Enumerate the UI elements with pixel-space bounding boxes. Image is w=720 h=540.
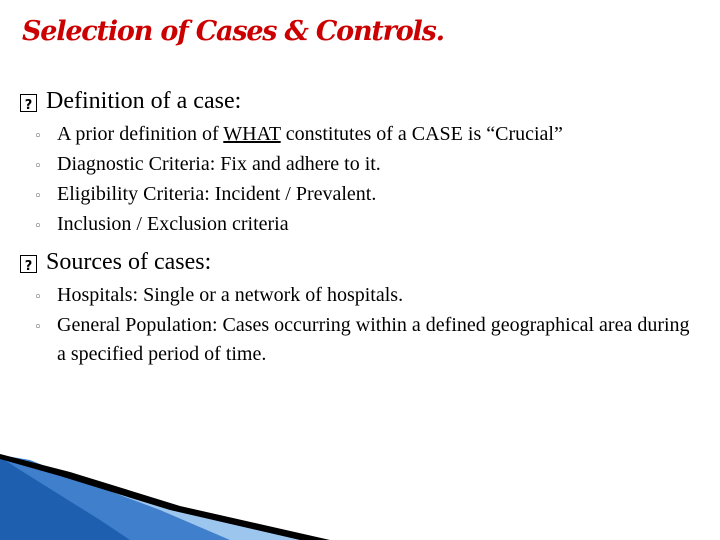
list-item bbox=[0, 180, 700, 209]
list-item-text: Diagnostic Criteria: Fix and adhere to it. bbox=[57, 153, 381, 175]
list-item-text-post: constitutes of a CASE is “Crucial” bbox=[280, 123, 563, 145]
sub-list bbox=[0, 281, 700, 369]
slide-title: Selection of Cases & Controls. bbox=[22, 16, 444, 47]
list-item bbox=[0, 210, 700, 239]
list-item-text-emphasis: WHAT bbox=[223, 123, 281, 145]
list-item bbox=[0, 150, 700, 179]
ring-bullet-icon: ◦ bbox=[34, 129, 42, 144]
section-heading bbox=[0, 247, 700, 277]
list-item-text: Inclusion / Exclusion criteria bbox=[57, 213, 289, 235]
list-item bbox=[0, 311, 697, 369]
section-heading bbox=[0, 86, 700, 116]
ring-bullet-icon: ◦ bbox=[34, 189, 42, 204]
section-sources-of-cases bbox=[0, 247, 700, 369]
box-bullet-icon bbox=[20, 255, 37, 273]
sub-list bbox=[0, 120, 700, 239]
list-item-text: Eligibility Criteria: Incident / Prevalent. bbox=[57, 183, 377, 205]
section-heading-text: Definition of a case: bbox=[46, 88, 242, 114]
list-item-text: Hospitals: Single or a network of hospitals. bbox=[57, 284, 404, 306]
list-item bbox=[0, 281, 700, 310]
decorative-swoosh bbox=[0, 440, 720, 540]
ring-bullet-icon: ◦ bbox=[34, 219, 42, 234]
list-item-text: General Population: Cases occurring within a defined geographical area during a specified period of time. bbox=[57, 314, 690, 365]
box-bullet-icon bbox=[20, 94, 37, 112]
section-case-definition bbox=[0, 86, 700, 239]
section-heading-text: Sources of cases: bbox=[46, 249, 212, 275]
ring-bullet-icon: ◦ bbox=[34, 320, 42, 335]
list-item bbox=[0, 120, 700, 149]
ring-bullet-icon: ◦ bbox=[34, 290, 42, 305]
ring-bullet-icon: ◦ bbox=[34, 159, 42, 174]
list-item-text-pre: A prior definition of bbox=[57, 123, 224, 145]
